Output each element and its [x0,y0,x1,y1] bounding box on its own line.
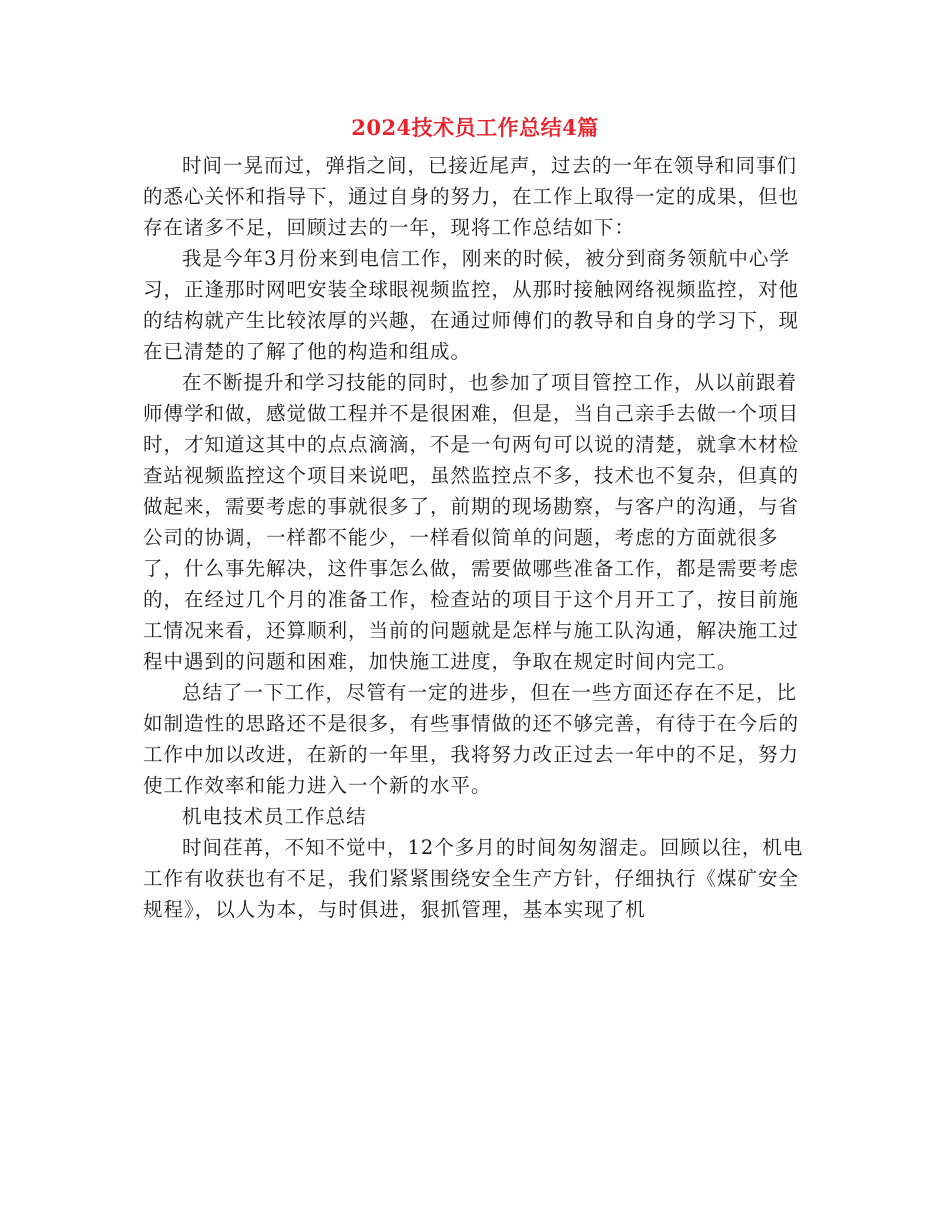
paragraph-intro: 时间一晃而过，弹指之间，已接近尾声，过去的一年在领导和同事们的悉心关怀和指导下，通过自身的努力，在工作上取得一定的成果，但也存在诸多不足，回顾过去的一年，现将工作总结如下： [143,154,800,239]
section-heading-mechatronics: 机电技术员工作总结 [182,805,367,828]
document-title: 2024技术员工作总结4篇 [351,115,599,140]
paragraph-summary: 总结了一下工作，尽管有一定的进步，但在一些方面还存在不足，比如制造性的思路还不是很多，有些事情做的还不够完善，有待于在今后的工作中加以改进，在新的一年里，我将努力改正过去一年中的不足，努力使工作效率和能力进入一个新的水平。 [143,681,800,797]
paragraph-mechatronics-intro: 时间荏苒，不知不觉中，12个多月的时间匆匆溜走。回顾以往，机电工作有收获也有不足，我们紧紧围绕安全生产方针，仔细执行《煤矿安全规程》，以人为本，与时俱进，狠抓管理，基本实现了机 [143,836,804,921]
paragraph-telecom-start: 我是今年3月份来到电信工作，刚来的时候，被分到商务领航中心学习，正逢那时网吧安装全球眼视频监控，从那时接触网络视频监控，对他的结构就产生比较浓厚的兴趣，在通过师傅们的教导和自身的学习下，现在已清楚的了解了他的构造和组成。 [143,247,800,363]
document-body [143,150,808,925]
paragraph-project-management: 在不断提升和学习技能的同时，也参加了项目管控工作，从以前跟着师傅学和做，感觉做工程并不是很困难，但是，当自己亲手去做一个项目时，才知道这其中的点点滴滴，不是一句两句可以说的清楚，就拿木材检查站视频监控这个项目来说吧，虽然监控点不多，技术也不复杂，但真的做起来，需要考虑的事就很多了，前期的现场勘察，与客户的沟通，与省公司的协调，一样都不能少，一样看似简单的问题，考虑的方面就很多了，什么事先解决，这件事怎么做，需要做哪些准备工作，都是需要考虑的，在经过几个月的准备工作，检查站的项目于这个月开工了，按目前施工情况来看，还算顺利，当前的问题就是怎样与施工队沟通，解决施工过程中遇到的问题和困难，加快施工进度，争取在规定时间内完工。 [143,371,800,673]
